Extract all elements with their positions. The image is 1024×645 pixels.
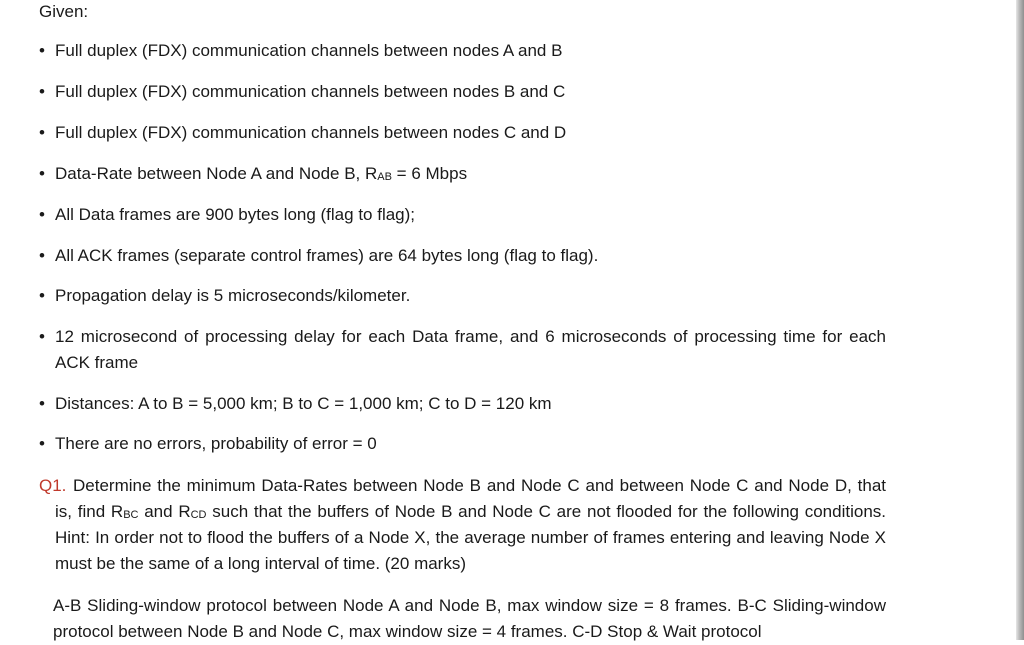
list-item	[39, 161, 886, 187]
subscript-bc: BC	[123, 509, 139, 521]
bullet-icon: •	[39, 246, 45, 265]
list-item-text: Full duplex (FDX) communication channels between nodes C and D	[55, 123, 567, 142]
question-label: Q1.	[39, 476, 67, 495]
subscript-cd: CD	[190, 509, 207, 521]
bullet-icon: •	[39, 394, 45, 413]
scenario-text: A-B Sliding-window protocol between Node A and Node B, max window size = 8 frames. B-C Sliding-window protocol between Node B and Node C, max window size = 4 frames. C-D Stop & Wait protocol	[53, 596, 886, 641]
data-rate-text: Data-Rate between Node A and Node B, R	[55, 164, 378, 183]
list-item-text: Full duplex (FDX) communication channels between nodes B and C	[55, 82, 566, 101]
question-1	[39, 473, 886, 577]
question-text	[39, 473, 886, 577]
bullet-icon: •	[39, 164, 45, 183]
list-item-text: Distances: A to B = 5,000 km; B to C = 1,000 km; C to D = 120 km	[55, 394, 552, 413]
list-item-text: All ACK frames (separate control frames) are 64 bytes long (flag to flag).	[55, 246, 599, 265]
list-item-text: Full duplex (FDX) communication channels between nodes A and B	[55, 41, 563, 60]
bullet-icon: •	[39, 82, 45, 101]
question-text-part3: such that the buffers of Node B and Node C are not flooded for the following conditions. Hint: In order not to flood the buffers of a Node X, the average number of frames entering and leaving Node X must be the same of a long interval of time. (20 marks)	[55, 502, 887, 573]
list-item	[39, 391, 886, 417]
bullet-icon: •	[39, 123, 45, 142]
list-item	[39, 431, 886, 457]
given-heading: Given:	[39, 2, 89, 21]
bullet-icon: •	[39, 205, 45, 224]
data-rate-value: = 6 Mbps	[391, 164, 468, 183]
list-item	[39, 79, 886, 105]
bullet-icon: •	[39, 286, 45, 305]
list-item-text	[55, 161, 886, 187]
list-item	[39, 283, 886, 309]
list-item	[39, 120, 886, 146]
bullet-icon: •	[39, 327, 45, 346]
list-item	[39, 324, 886, 376]
list-item-text: There are no errors, probability of error = 0	[55, 434, 377, 453]
list-item-text: 12 microsecond of processing delay for each Data frame, and 6 microseconds of processing time for each ACK frame	[55, 327, 886, 372]
subscript-ab: AB	[377, 171, 392, 183]
list-item-text: Propagation delay is 5 microseconds/kilometer.	[55, 286, 411, 305]
bullet-icon: •	[39, 41, 45, 60]
list-item	[39, 243, 886, 269]
list-item-text: All Data frames are 900 bytes long (flag to flag);	[55, 205, 416, 224]
list-item	[39, 202, 886, 228]
question-text-part1: Determine the minimum Data-Rates between Node B and Node C and between Node C and Node D, that is, find R	[55, 476, 886, 521]
question-text-part2: and R	[138, 502, 191, 521]
page-edge-shadow	[1016, 0, 1024, 640]
bullet-icon: •	[39, 434, 45, 453]
list-item	[39, 38, 886, 64]
